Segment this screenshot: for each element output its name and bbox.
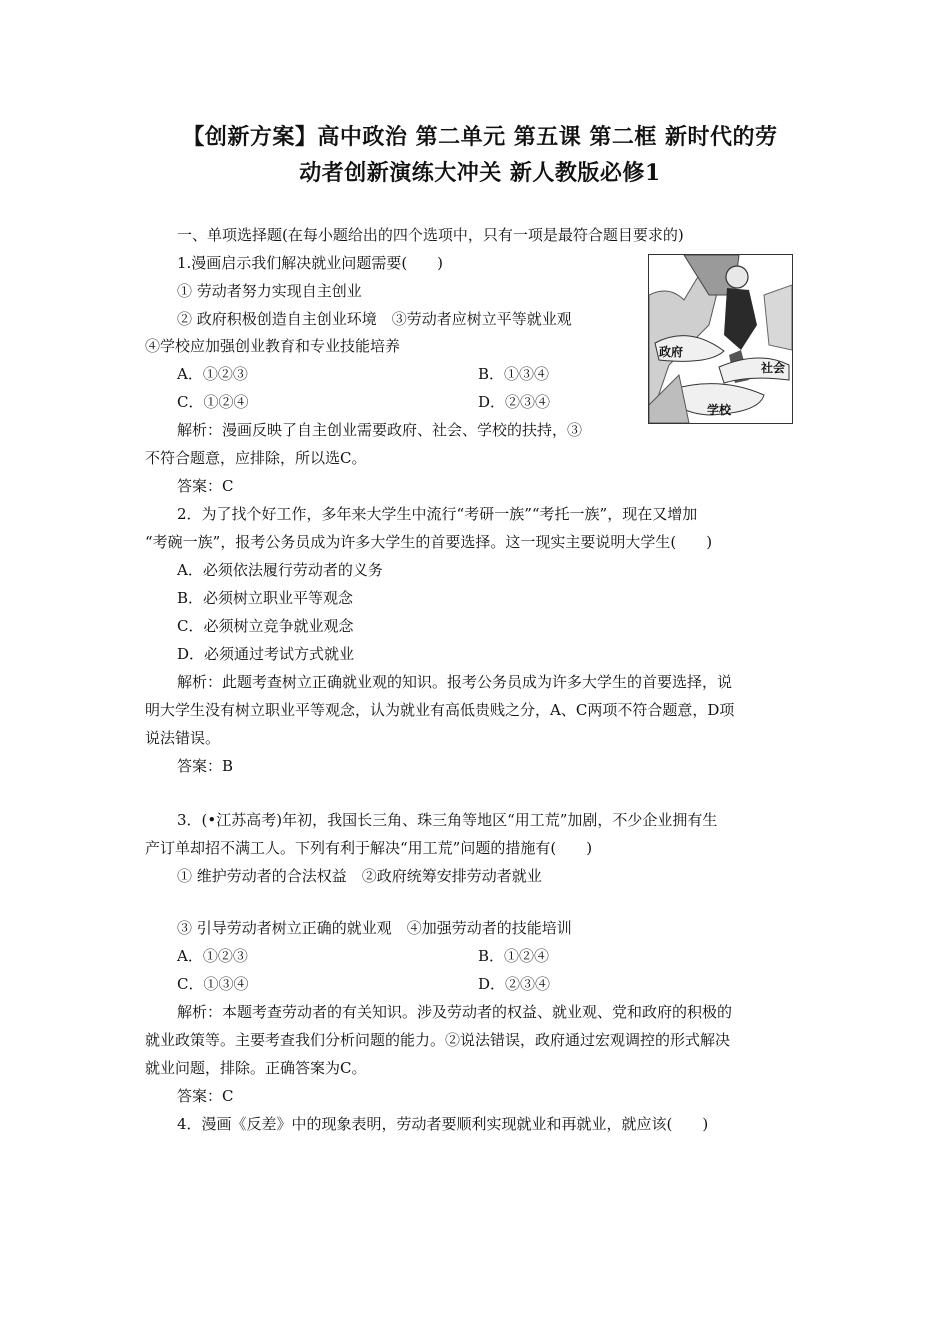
q1-option-b: B．①③④: [478, 365, 550, 383]
q3-answer: 答案：C: [177, 1087, 234, 1105]
q1-statement-1: ① 劳动者努力实现自主创业: [177, 282, 362, 300]
q3-option-b: B．①②④: [478, 947, 550, 965]
q2-analysis-line-2: 明大学生没有树立职业平等观念，认为就业有高低贵贱之分，A、C两项不符合题意，D项: [145, 701, 735, 719]
document-title-line-1: 【创新方案】高中政治 第二单元 第五课 第二框 新时代的劳: [182, 124, 778, 150]
q2-stem-line-1: 2．为了找个好工作，多年来大学生中流行“考研一族”“考托一族”，现在又增加: [177, 505, 698, 523]
cartoon-illustration: [648, 254, 793, 424]
q3-stem-line-1: 3．(•江苏高考)年初，我国长三角、珠三角等地区“用工荒”加剧，不少企业拥有生: [177, 811, 718, 829]
q1-statement-4: ④学校应加强创业教育和专业技能培养: [145, 337, 401, 355]
q3-stem-line-2: 产订单却招不满工人。下列有利于解决“用工荒”问题的措施有( ): [145, 839, 593, 857]
q3-option-d: D．②③④: [478, 975, 551, 993]
q3-analysis-line-2: 就业政策等。主要考查我们分析问题的能力。②说法错误，政府通过宏观调控的形式解决: [145, 1031, 731, 1049]
cartoon-label-society: 社会: [761, 361, 786, 375]
q3-option-c: C．①③④: [177, 975, 249, 993]
document-title-line-2: 动者创新演练大冲关 新人教版必修1: [299, 160, 661, 186]
q2-option-a: A．必须依法履行劳动者的义务: [177, 561, 383, 579]
q1-stem: 1.漫画启示我们解决就业问题需要( ): [177, 254, 444, 272]
q3-statement-1-2: ① 维护劳动者的合法权益 ②政府统筹安排劳动者就业: [177, 867, 542, 885]
cartoon-label-school: 学校: [707, 403, 732, 417]
q2-stem-line-2: “考碗一族”，报考公务员成为许多大学生的首要选择。这一现实主要说明大学生( ): [145, 533, 713, 551]
q2-answer: 答案：B: [177, 757, 234, 775]
q1-answer: 答案：C: [177, 477, 234, 495]
q2-analysis-line-1: 解析：此题考查树立正确就业观的知识。报考公务员成为许多大学生的首要选择，说: [177, 673, 733, 691]
q2-option-c: C．必须树立竞争就业观念: [177, 617, 354, 635]
q1-analysis-line-2: 不符合题意，应排除，所以选C。: [145, 449, 367, 467]
q2-option-d: D．必须通过考试方式就业: [177, 645, 355, 663]
q4-stem: 4．漫画《反差》中的现象表明，劳动者要顺利实现就业和再就业，就应该( ): [177, 1115, 709, 1133]
section-heading: 一、单项选择题(在每小题给出的四个选项中，只有一项是最符合题目要求的): [177, 226, 684, 244]
q1-option-c: C．①②④: [177, 393, 249, 411]
q1-analysis-line-1: 解析：漫画反映了自主创业需要政府、社会、学校的扶持，③: [177, 421, 583, 439]
q1-statement-2-3: ② 政府积极创造自主创业环境 ③劳动者应树立平等就业观: [177, 310, 572, 328]
q3-analysis-line-1: 解析：本题考查劳动者的有关知识。涉及劳动者的权益、就业观、党和政府的积极的: [177, 1003, 733, 1021]
q1-option-d: D．②③④: [478, 393, 551, 411]
q1-option-a: A．①②③: [177, 365, 248, 383]
q3-option-a: A．①②③: [177, 947, 248, 965]
cartoon-label-government: 政府: [659, 345, 684, 359]
cartoon-drawing: [649, 255, 792, 423]
q3-analysis-line-3: 就业问题，排除。正确答案为C。: [145, 1059, 367, 1077]
q3-statement-3-4: ③ 引导劳动者树立正确的就业观 ④加强劳动者的技能培训: [177, 919, 572, 937]
q2-option-b: B．必须树立职业平等观念: [177, 589, 354, 607]
q2-analysis-line-3: 说法错误。: [145, 729, 221, 747]
